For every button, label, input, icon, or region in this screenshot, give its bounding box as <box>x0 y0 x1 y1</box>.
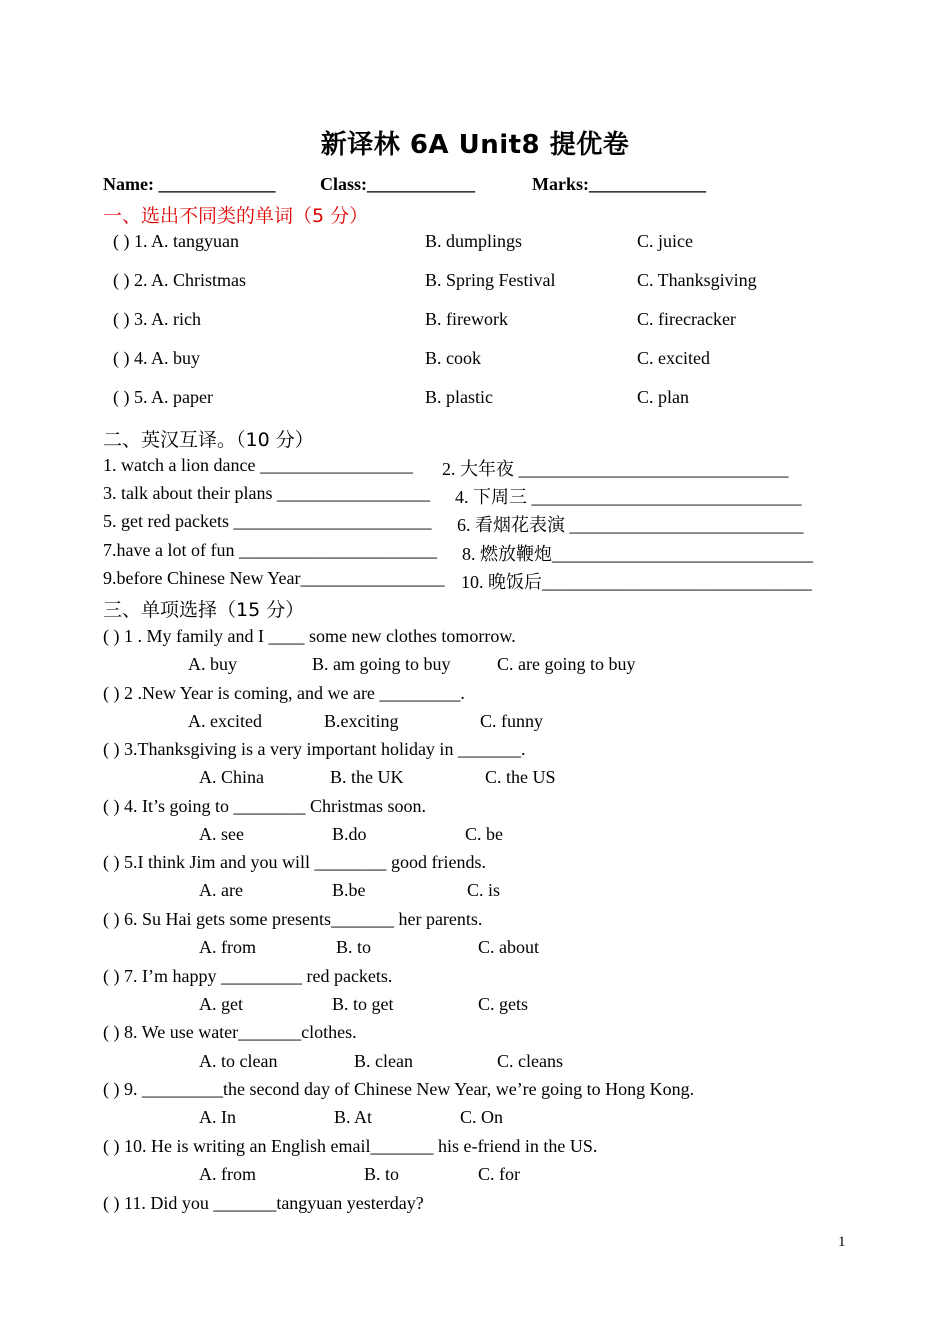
s3-q10-b: B. to <box>364 1164 400 1184</box>
s3-q4-c: C. be <box>465 824 503 844</box>
s2-item2: 2. 大年夜 ______________________________ <box>442 459 789 479</box>
s3-q4-b: B.do <box>332 824 367 844</box>
s3-q7-a: A. get <box>199 994 243 1014</box>
s3-q8-a: A. to clean <box>199 1051 278 1071</box>
s1-q4-c: C. excited <box>637 348 710 368</box>
s3-q10-a: A. from <box>199 1164 256 1184</box>
s3-q1-c: C. are going to buy <box>497 654 636 674</box>
s3-q8-c: C. cleans <box>497 1051 563 1071</box>
s3-q3-b: B. the UK <box>330 767 404 787</box>
s3-q2: ( ) 2 .New Year is coming, and we are _________. <box>103 683 465 703</box>
s3-q2-a: A. excited <box>188 711 262 731</box>
s3-q7: ( ) 7. I’m happy _________ red packets. <box>103 966 393 986</box>
s2-item6: 6. 看烟花表演 __________________________ <box>457 515 804 535</box>
s3-q5-b: B.be <box>332 880 366 900</box>
s3-q9-b: B. At <box>334 1107 373 1127</box>
s3-q2-b: B.exciting <box>324 711 399 731</box>
s3-q5-a: A. are <box>199 880 243 900</box>
s1-q3-c: C. firecracker <box>637 309 736 329</box>
section1-heading: 一、选出不同类的单词（5 分） <box>103 205 369 227</box>
s3-q5-c: C. is <box>467 880 501 900</box>
s3-q7-c: C. gets <box>478 994 529 1014</box>
s1-q5: ( ) 5. A. paper <box>113 387 213 407</box>
s2-item9: 9.before Chinese New Year________________ <box>103 568 445 588</box>
s1-q2-b: B. Spring Festival <box>425 270 556 290</box>
s3-q6-a: A. from <box>199 937 256 957</box>
s3-q8: ( ) 8. We use water_______clothes. <box>103 1022 357 1042</box>
s1-q1: ( ) 1. A. tangyuan <box>113 231 239 251</box>
s3-q9-c: C. On <box>460 1107 504 1127</box>
s3-q1-b: B. am going to buy <box>312 654 451 674</box>
s3-q6-c: C. about <box>478 937 539 957</box>
s3-q2-c: C. funny <box>480 711 543 731</box>
s3-q1-a: A. buy <box>188 654 237 674</box>
s3-q9: ( ) 9. _________the second day of Chinese New Year, we’re going to Hong Kong. <box>103 1079 695 1099</box>
s1-q1-b: B. dumplings <box>425 231 523 251</box>
s2-item3: 3. talk about their plans _________________ <box>103 483 430 503</box>
page-title: 新译林 6A Unit8 提优卷 <box>320 130 630 160</box>
s1-q5-b: B. plastic <box>425 387 493 407</box>
s3-q10-c: C. for <box>478 1164 520 1184</box>
s1-q4-b: B. cook <box>425 348 481 368</box>
s1-q5-c: C. plan <box>637 387 689 407</box>
name-field: Name: _____________ <box>103 174 276 194</box>
s3-q3: ( ) 3.Thanksgiving is a very important holiday in _______. <box>103 739 526 759</box>
s3-q1: ( ) 1 . My family and I ____ some new clothes tomorrow. <box>103 626 516 646</box>
s2-item8: 8. 燃放鞭炮_____________________________ <box>462 544 813 564</box>
s2-item10: 10. 晚饭后______________________________ <box>461 572 812 592</box>
s3-q6-b: B. to <box>336 937 372 957</box>
section3-heading: 三、单项选择（15 分） <box>103 599 305 621</box>
s3-q3-c: C. the US <box>485 767 556 787</box>
s2-item7: 7.have a lot of fun ______________________ <box>103 540 437 560</box>
s3-q4: ( ) 4. It’s going to ________ Christmas soon. <box>103 796 426 816</box>
s3-q4-a: A. see <box>199 824 244 844</box>
page-number: 1 <box>838 1234 846 1250</box>
s3-q11: ( ) 11. Did you _______tangyuan yesterday? <box>103 1193 424 1213</box>
s3-q7-b: B. to get <box>332 994 394 1014</box>
s3-q5: ( ) 5.I think Jim and you will ________ good friends. <box>103 852 486 872</box>
s1-q4: ( ) 4. A. buy <box>113 348 200 368</box>
s3-q8-b: B. clean <box>354 1051 413 1071</box>
s1-q2: ( ) 2. A. Christmas <box>113 270 246 290</box>
s2-item5: 5. get red packets ______________________ <box>103 511 432 531</box>
s3-q10: ( ) 10. He is writing an English email_______ his e-friend in the US. <box>103 1136 598 1156</box>
section2-heading: 二、英汉互译。（10 分） <box>103 429 314 451</box>
class-field: Class:____________ <box>320 174 476 194</box>
s3-q9-a: A. In <box>199 1107 236 1127</box>
s1-q3: ( ) 3. A. rich <box>113 309 201 329</box>
marks-field: Marks:_____________ <box>532 174 706 194</box>
s3-q3-a: A. China <box>199 767 264 787</box>
s3-q6: ( ) 6. Su Hai gets some presents_______ her parents. <box>103 909 483 929</box>
s1-q3-b: B. firework <box>425 309 508 329</box>
s1-q1-c: C. juice <box>637 231 693 251</box>
s2-item4: 4. 下周三 ______________________________ <box>455 487 802 507</box>
s2-item1: 1. watch a lion dance _________________ <box>103 455 413 475</box>
s1-q2-c: C. Thanksgiving <box>637 270 757 290</box>
